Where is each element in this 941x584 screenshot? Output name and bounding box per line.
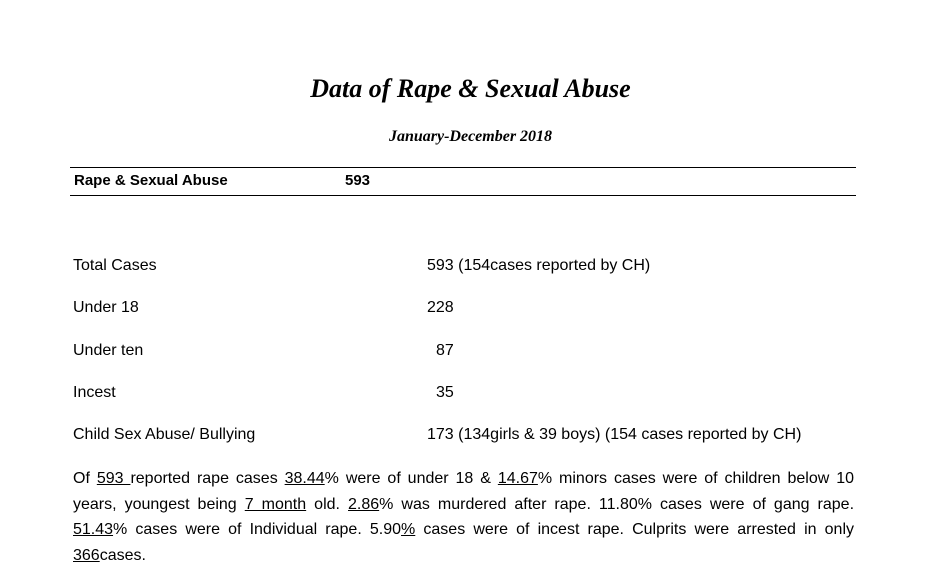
stat-value: 173 (134girls & 39 boys) (154 cases reported by CH) bbox=[427, 426, 802, 443]
paragraph-text: reported rape cases bbox=[130, 470, 285, 487]
stat-row-under-18 bbox=[73, 299, 853, 321]
stat-value: 87 bbox=[436, 342, 454, 359]
summary-label: Rape & Sexual Abuse bbox=[74, 172, 228, 189]
paragraph-text: Of bbox=[73, 470, 97, 487]
stat-value: 228 bbox=[427, 299, 454, 316]
stat-value: 35 bbox=[436, 384, 454, 401]
stat-label: Total Cases bbox=[73, 257, 157, 274]
summary-value: 593 bbox=[345, 172, 371, 189]
stat-label: Under ten bbox=[73, 342, 144, 359]
document-subtitle: January-December 2018 bbox=[388, 128, 553, 145]
paragraph-text: old. bbox=[306, 495, 349, 513]
paragraph-text: cases. bbox=[99, 547, 146, 565]
paragraph-figure: 38.44 bbox=[284, 470, 325, 487]
stat-label: Incest bbox=[73, 384, 116, 401]
paragraph-text: % were of under 18 & bbox=[324, 470, 498, 487]
stat-label: Child Sex Abuse/ Bullying bbox=[73, 426, 256, 443]
paragraph-text: % was murdered after rape. 11.80% cases were of gang rape. bbox=[379, 495, 855, 513]
paragraph-text: % minors cases were of children below 10 years, youngest being bbox=[73, 470, 855, 513]
paragraph-text: % cases were of Individual rape. 5.90 bbox=[113, 521, 402, 539]
summary-paragraph bbox=[73, 466, 854, 569]
paragraph-figure: 593 bbox=[96, 470, 131, 487]
stat-label: Under 18 bbox=[73, 299, 139, 316]
paragraph-figure: 2.86 bbox=[348, 495, 380, 513]
stat-row-under-ten bbox=[73, 342, 853, 364]
stat-row-child-sex-abuse bbox=[73, 426, 853, 448]
stat-row-total-cases bbox=[73, 257, 853, 279]
paragraph-figure: 366 bbox=[73, 547, 100, 565]
paragraph-figure: 51.43 bbox=[73, 521, 114, 539]
paragraph-figure: 14.67 bbox=[497, 470, 538, 487]
document-title: Data of Rape & Sexual Abuse bbox=[310, 74, 631, 103]
stat-value: 593 (154cases reported by CH) bbox=[427, 257, 651, 274]
paragraph-text: cases were of incest rape. Culprits were arrested in only bbox=[415, 521, 855, 539]
paragraph-figure: % bbox=[401, 521, 416, 539]
paragraph-figure: 7 month bbox=[244, 495, 307, 513]
summary-table bbox=[70, 167, 856, 196]
stat-row-incest bbox=[73, 384, 853, 406]
